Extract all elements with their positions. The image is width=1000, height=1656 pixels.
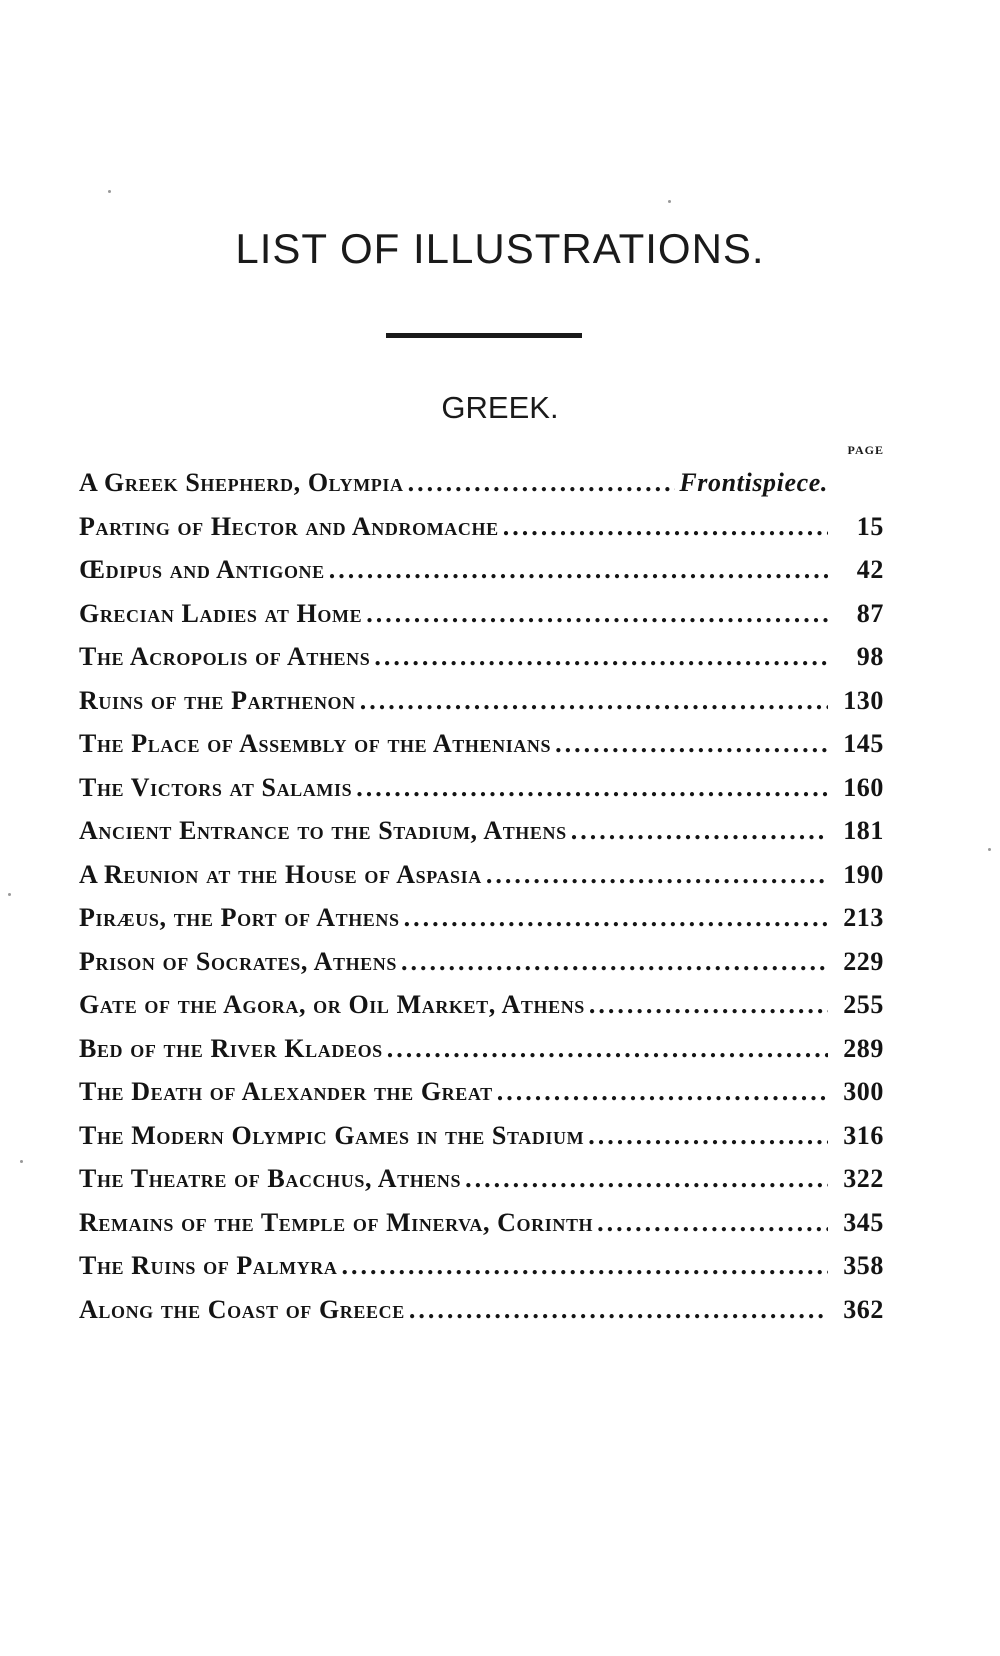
- list-item: [79, 860, 884, 904]
- leader-dots: [374, 642, 828, 672]
- entry-title: Along the Coast of Greece: [79, 1294, 405, 1324]
- entry-title: A Reunion at the House of Aspasia: [79, 859, 482, 889]
- entry-title: The Victors at Salamis: [79, 772, 353, 802]
- leader-dots: [597, 1208, 828, 1238]
- list-item: [79, 1251, 884, 1295]
- leader-dots: [366, 599, 828, 629]
- leader-dots: [503, 512, 828, 542]
- entry-title: A Greek Shepherd, Olympia: [79, 468, 404, 497]
- leader-dots: [387, 1034, 828, 1064]
- leader-dots: [409, 1295, 828, 1325]
- list-item: [79, 468, 884, 512]
- entry-title: Ruins of the Parthenon: [79, 685, 356, 715]
- entry-title: The Place of Assembly of the Athenians: [79, 729, 552, 758]
- entry-page: 181: [843, 816, 884, 845]
- entry-page: Frontispiece.: [679, 468, 828, 497]
- page-column-label: PAGE: [847, 443, 884, 457]
- entry-page: 300: [843, 1077, 884, 1106]
- illustrations-list: [79, 468, 884, 1338]
- list-item: [79, 947, 884, 991]
- leader-dots: [401, 947, 828, 977]
- entry-page: 190: [843, 859, 884, 889]
- entry-page: 130: [843, 685, 884, 715]
- paper-speck: [988, 848, 991, 851]
- paper-speck: [8, 893, 11, 896]
- entry-page: 15: [856, 511, 884, 541]
- entry-title: The Modern Olympic Games in the Stadium: [79, 1120, 585, 1150]
- title-rule: [386, 333, 582, 338]
- list-item: [79, 1295, 884, 1339]
- leader-dots: [555, 729, 828, 759]
- list-item: [79, 1208, 884, 1252]
- entry-page: 322: [843, 1164, 884, 1193]
- entry-page: 255: [843, 990, 884, 1019]
- list-item: [79, 512, 884, 556]
- section-heading: GREEK.: [441, 390, 559, 425]
- leader-dots: [589, 990, 828, 1020]
- entry-page: 345: [843, 1207, 884, 1237]
- entry-page: 316: [843, 1120, 884, 1150]
- entry-page: 289: [843, 1033, 884, 1063]
- entry-page: 213: [843, 903, 884, 932]
- list-item: [79, 729, 884, 773]
- leader-dots: [360, 686, 828, 716]
- list-item: [79, 599, 884, 643]
- entry-page: 362: [843, 1294, 884, 1324]
- paper-speck: [20, 1160, 23, 1163]
- leader-dots: [486, 860, 828, 890]
- entry-page: 229: [843, 946, 884, 976]
- list-item: [79, 1164, 884, 1208]
- entry-title: Œdipus and Antigone: [79, 555, 325, 584]
- list-item: [79, 1034, 884, 1078]
- list-item: [79, 773, 884, 817]
- entry-title: Ancient Entrance to the Stadium, Athens: [79, 816, 567, 845]
- entry-title: Piræus, the Port of Athens: [79, 903, 400, 932]
- entry-page: 358: [843, 1251, 884, 1280]
- entry-title: Bed of the River Kladeos: [79, 1033, 383, 1063]
- list-item: [79, 903, 884, 947]
- list-item: [79, 816, 884, 860]
- entry-page: 160: [843, 772, 884, 802]
- entry-title: Parting of Hector and Andromache: [79, 511, 499, 541]
- entry-page: 42: [856, 555, 884, 584]
- entry-title: The Death of Alexander the Great: [79, 1077, 493, 1106]
- list-item: [79, 1121, 884, 1165]
- list-item: [79, 686, 884, 730]
- leader-dots: [404, 903, 828, 933]
- entry-title: Prison of Socrates, Athens: [79, 946, 398, 976]
- list-item: [79, 990, 884, 1034]
- leader-dots: [329, 555, 828, 585]
- leader-dots: [408, 468, 676, 498]
- leader-dots: [465, 1164, 828, 1194]
- paper-speck: [668, 200, 671, 203]
- list-item: [79, 642, 884, 686]
- entry-title: Remains of the Temple of Minerva, Corinth: [79, 1207, 594, 1237]
- leader-dots: [356, 773, 828, 803]
- entry-title: The Theatre of Bacchus, Athens: [79, 1164, 462, 1193]
- entry-page: 87: [856, 598, 884, 628]
- leader-dots: [342, 1251, 828, 1281]
- entry-page: 98: [856, 642, 884, 671]
- entry-title: Gate of the Agora, or Oil Market, Athens: [79, 990, 585, 1019]
- list-item: [79, 555, 884, 599]
- leader-dots: [571, 816, 828, 846]
- list-item: [79, 1077, 884, 1121]
- entry-page: 145: [843, 729, 884, 758]
- leader-dots: [497, 1077, 828, 1107]
- leader-dots: [588, 1121, 828, 1151]
- paper-speck: [108, 190, 111, 193]
- page-title: LIST OF ILLUSTRATIONS.: [235, 225, 765, 272]
- entry-title: Grecian Ladies at Home: [79, 598, 363, 628]
- entry-title: The Acropolis of Athens: [79, 642, 371, 671]
- entry-title: The Ruins of Palmyra: [79, 1251, 338, 1280]
